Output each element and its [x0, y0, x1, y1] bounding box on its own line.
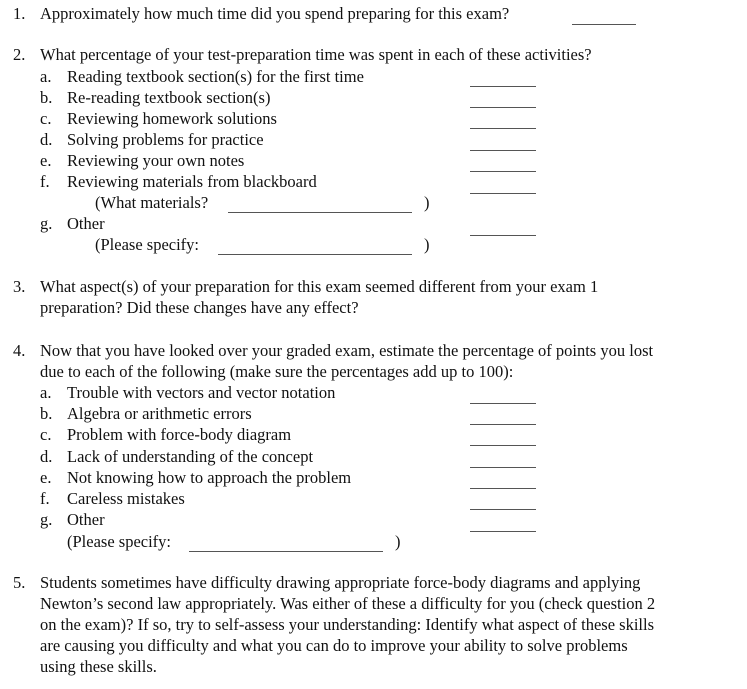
q2-item-label: Reviewing homework solutions	[67, 109, 277, 128]
question-1-text: Approximately how much time did you spend preparing for this exam?	[40, 4, 510, 23]
q4-item-f-blank[interactable]	[470, 509, 536, 510]
q4-item-g-blank[interactable]	[470, 531, 536, 532]
q2-f-materials-blank[interactable]	[228, 212, 412, 213]
item-letter: c.	[40, 109, 52, 128]
question-number: 5.	[13, 573, 26, 592]
q4-item-label: Problem with force-body diagram	[67, 425, 292, 444]
question-5-line: Newton’s second law appropriately. Was either of these a difficulty for you (check question 2	[40, 594, 656, 613]
q2-f-sub-label: (What materials?	[95, 193, 209, 212]
close-paren: )	[424, 235, 430, 254]
question-4-line: Now that you have looked over your graded exam, estimate the percentage of points you lost	[40, 341, 654, 360]
item-letter: b.	[40, 404, 53, 423]
question-4-line: due to each of the following (make sure the percentages add up to 100):	[40, 362, 514, 381]
item-letter: d.	[40, 130, 53, 149]
q2-item-label: Other	[67, 214, 105, 233]
q4-item-label: Algebra or arithmetic errors	[67, 404, 252, 423]
q4-item-a-blank[interactable]	[470, 403, 536, 404]
question-5-line: using these skills.	[40, 657, 157, 676]
item-letter: e.	[40, 151, 52, 170]
q2-item-label: Reading textbook section(s) for the first time	[67, 67, 364, 86]
q4-item-e-blank[interactable]	[470, 488, 536, 489]
question-number: 2.	[13, 45, 26, 64]
question-3-line: What aspect(s) of your preparation for this exam seemed different from your exam 1	[40, 277, 599, 296]
item-letter: a.	[40, 67, 52, 86]
q2-item-b-blank[interactable]	[470, 107, 536, 108]
q4-item-label: Lack of understanding of the concept	[67, 447, 314, 466]
q2-item-f-blank[interactable]	[470, 193, 536, 194]
close-paren: )	[395, 532, 401, 551]
q2-item-e-blank[interactable]	[470, 171, 536, 172]
question-5-line: are causing you difficulty and what you can do to improve your ability to solve problems	[40, 636, 628, 655]
item-letter: g.	[40, 214, 53, 233]
q2-g-specify-blank[interactable]	[218, 254, 412, 255]
q2-g-sub-label: (Please specify:	[95, 235, 200, 254]
q2-item-label: Reviewing your own notes	[67, 151, 245, 170]
q1-answer-blank[interactable]	[572, 24, 636, 25]
item-letter: f.	[40, 489, 50, 508]
item-letter: g.	[40, 510, 53, 529]
item-letter: b.	[40, 88, 53, 107]
q4-item-label: Other	[67, 510, 105, 529]
question-number: 4.	[13, 341, 26, 360]
q4-item-label: Trouble with vectors and vector notation	[67, 383, 336, 402]
question-number: 3.	[13, 277, 26, 296]
q2-item-d-blank[interactable]	[470, 150, 536, 151]
question-number: 1.	[13, 4, 26, 23]
question-5-line: Students sometimes have difficulty drawing appropriate force-body diagrams and applying	[40, 573, 641, 592]
q4-g-specify-blank[interactable]	[189, 551, 383, 552]
q2-item-label: Reviewing materials from blackboard	[67, 172, 317, 191]
question-3-line: preparation? Did these changes have any effect?	[40, 298, 359, 317]
item-letter: a.	[40, 383, 52, 402]
q4-g-sub-label: (Please specify:	[67, 532, 172, 551]
q4-item-label: Careless mistakes	[67, 489, 185, 508]
q2-item-label: Solving problems for practice	[67, 130, 264, 149]
item-letter: e.	[40, 468, 52, 487]
q4-item-b-blank[interactable]	[470, 424, 536, 425]
q4-item-label: Not knowing how to approach the problem	[67, 468, 352, 487]
item-letter: d.	[40, 447, 53, 466]
q2-item-c-blank[interactable]	[470, 128, 536, 129]
close-paren: )	[424, 193, 430, 212]
item-letter: c.	[40, 425, 52, 444]
q2-item-g-blank[interactable]	[470, 235, 536, 236]
q2-item-label: Re-reading textbook section(s)	[67, 88, 271, 107]
question-2-text: What percentage of your test-preparation time was spent in each of these activities?	[40, 45, 592, 64]
item-letter: f.	[40, 172, 50, 191]
q4-item-c-blank[interactable]	[470, 445, 536, 446]
question-5-line: on the exam)? If so, try to self-assess your understanding: Identify what aspect of these skills	[40, 615, 655, 634]
q4-item-d-blank[interactable]	[470, 467, 536, 468]
q2-item-a-blank[interactable]	[470, 86, 536, 87]
